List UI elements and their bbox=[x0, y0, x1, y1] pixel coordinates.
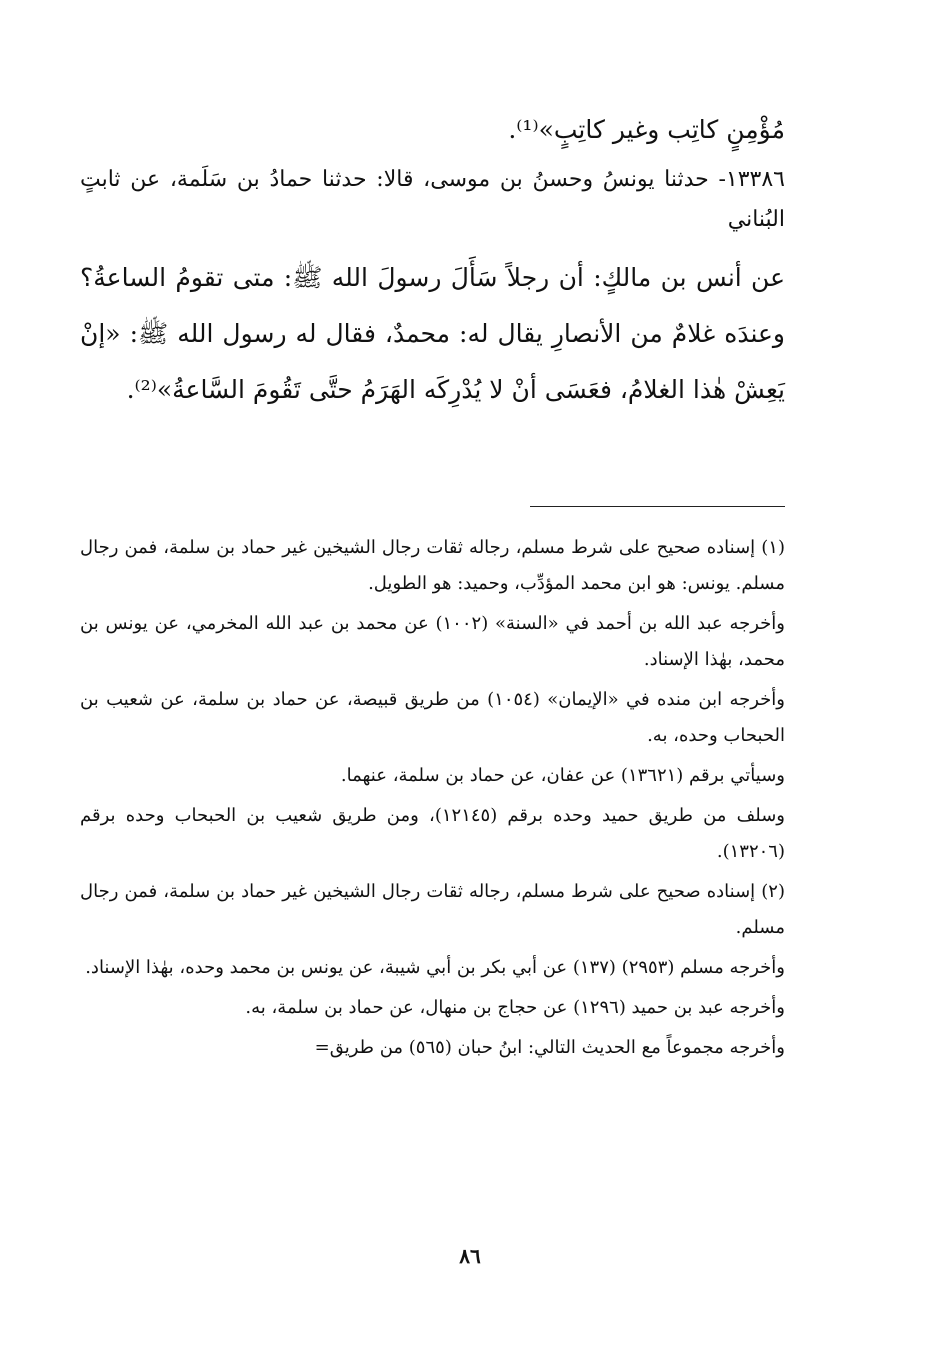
footnote-paragraph: وأخرجه مسلم (٢٩٥٣) (١٣٧) عن أبي بكر بن أبي شيبة، عن يونس بن محمد وحده، بهٰذا الإسناد. bbox=[85, 957, 785, 978]
footnote-paragraph: وسيأتي برقم (١٣٦٢١) عن عفان، عن حماد بن سلمة، عنهما. bbox=[340, 765, 785, 786]
footnote-paragraph: وأخرجه مجموعاً مع الحديث التالي: ابنُ حبان (٥٦٥) من طريق= bbox=[314, 1037, 785, 1058]
main-paragraph-hadith: عن أنس بن مالكٍ: أن رجلاً سَأَلَ رسولَ الله ﷺ: متى تقومُ الساعةُ؟ وعندَه غلامٌ من الأنصارِ يقال له: محمدٌ، فقال له رسول الله ﷺ: «إنْ يَعِشْ هٰذا الغلامُ، فعَسَى أنْ لا يُدْرِكَه الهَرَمُ حتَّى تَقُومَ السَّاعةُ»⁽²⁾. bbox=[80, 263, 785, 404]
main-text bbox=[80, 108, 785, 418]
main-paragraph-isnad: ١٣٣٨٦- حدثنا يونسُ وحسنُ بن موسى، قالا: حدثنا حمادُ بن سَلَمة، عن ثابتٍ البُناني bbox=[80, 167, 785, 232]
footnote-separator bbox=[530, 506, 785, 507]
footnote-paragraph: وأخرجه عبد الله بن أحمد في «السنة» (١٠٠٢) عن محمد بن عبد الله المخرمي، عن يونس بن محمد، بهٰذا الإسناد. bbox=[80, 613, 785, 670]
footnote-paragraph: وأخرجه ابن منده في «الإيمان» (١٠٥٤) من طريق قبيصة، عن حماد بن سلمة، عن شعيب بن الحبحاب وحده، به. bbox=[80, 689, 785, 746]
footnote-paragraph: (١) إسناده صحيح على شرط مسلم، رجاله ثقات رجال الشيخين غير حماد بن سلمة، فمن رجال مسلم. يونس: هو ابن محمد المؤدِّب، وحميد: هو الطويل. bbox=[80, 537, 785, 594]
page-number: ٨٦ bbox=[459, 1244, 481, 1268]
footnotes bbox=[80, 530, 785, 1070]
footnote-paragraph: وسلف من طريق حميد وحده برقم (١٢١٤٥)، ومن طريق شعيب بن الحبحاب وحده برقم (١٣٢٠٦). bbox=[80, 805, 786, 862]
footnote-paragraph: (٢) إسناده صحيح على شرط مسلم، رجاله ثقات رجال الشيخين غير حماد بن سلمة، فمن رجال مسلم. bbox=[80, 881, 785, 938]
footnote-paragraph: وأخرجه عبد بن حميد (١٢٩٦) عن حجاج بن منهال، عن حماد بن سلمة، به. bbox=[245, 997, 785, 1018]
main-paragraph-continuation: مُؤْمِنٍ كاتِب وغير كاتِبٍ»⁽¹⁾. bbox=[508, 115, 785, 144]
